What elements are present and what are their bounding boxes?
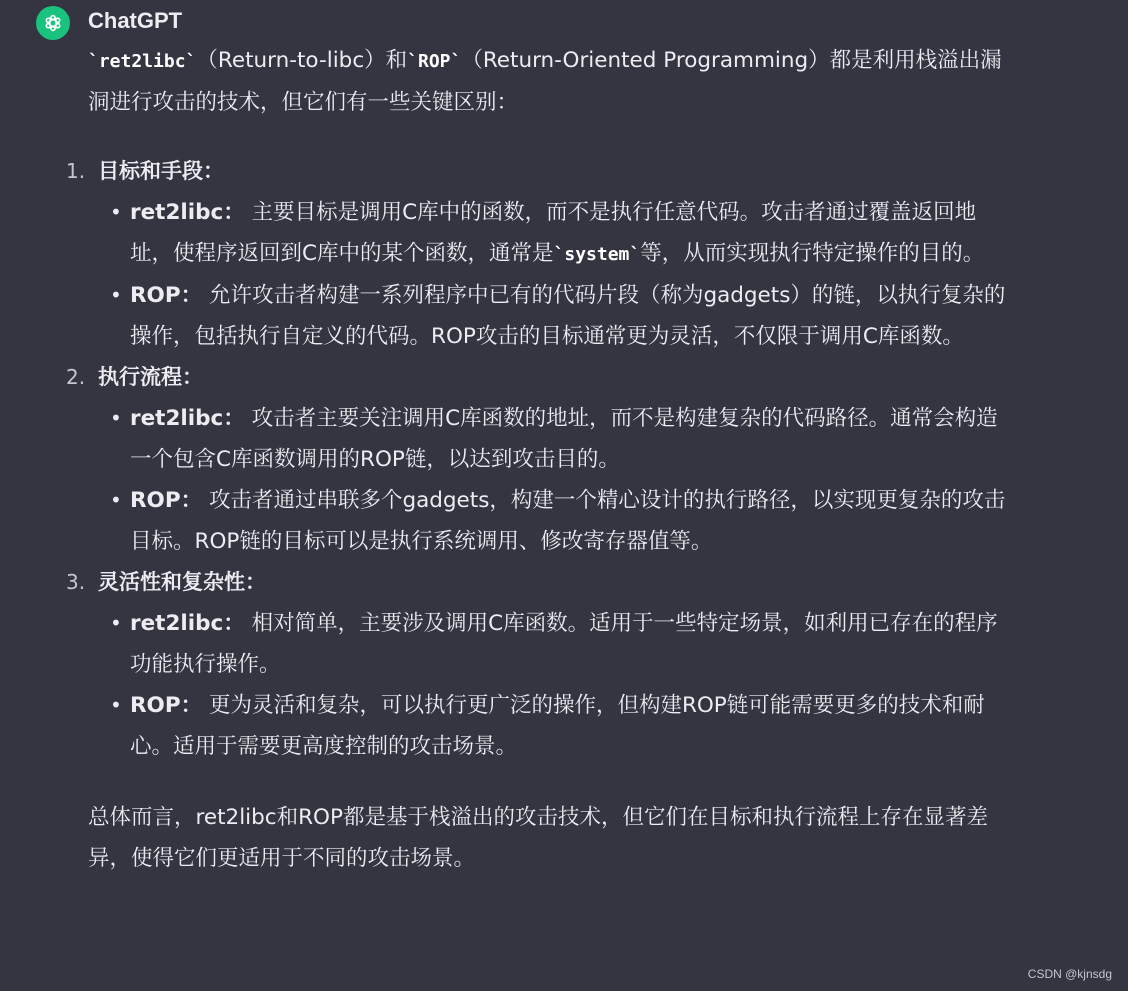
bullet-text: 更为灵活和复杂，可以执行更广泛的操作，但构建ROP链可能需要更多的技术和耐心。适用于需要更高度控制的攻击场景。	[130, 693, 985, 759]
bullet-icon: •	[110, 200, 122, 224]
message-content	[66, 40, 1008, 879]
bullet-text: 攻击者主要关注调用C库函数的地址，而不是构建复杂的代码路径。通常会构造一个包含C库函数调用的ROP链，以达到攻击目的。	[130, 406, 998, 472]
bullet-item	[110, 603, 1008, 685]
bullet-icon: •	[110, 406, 122, 430]
bullet-text: 攻击者通过串联多个gadgets，构建一个精心设计的执行路径，以实现更复杂的攻击目标。ROP链的目标可以是执行系统调用、修改寄存器值等。	[130, 488, 1006, 554]
intro-paragraph	[88, 40, 1008, 123]
bullet-term: ROP：	[130, 693, 203, 718]
bullet-term: ret2libc：	[130, 200, 245, 225]
inline-code-rop: `ROP`	[407, 51, 462, 72]
intro-text-1: （Return-to-libc）和	[196, 48, 408, 73]
bullet-term: ROP：	[130, 283, 203, 308]
bullet-icon: •	[110, 283, 122, 307]
summary-paragraph: 总体而言，ret2libc和ROP都是基于栈溢出的攻击技术，但它们在目标和执行流程上存在显著差异，使得它们更适用于不同的攻击场景。	[88, 805, 988, 871]
section-bullets	[88, 603, 1008, 767]
comparison-list	[66, 151, 1008, 767]
chatgpt-avatar	[36, 6, 70, 40]
openai-logo-icon	[41, 11, 65, 35]
inline-code-ret2libc: `ret2libc`	[88, 51, 197, 72]
section-number: 3.	[66, 570, 86, 594]
bullet-text-after: 等，从而实现执行特定操作的目的。	[640, 241, 985, 266]
intro-text-2: （Return-Oriented Programming）都是利用栈溢出漏洞进行攻击的技术，但它们有一些关键区别：	[88, 48, 1002, 115]
bullet-text: 主要目标是调用C库中的函数，而不是执行任意代码。攻击者通过覆盖返回地址，使程序返回到C库中的某个函数，通常是	[130, 200, 977, 266]
bullet-term: ret2libc：	[130, 406, 245, 431]
section-item	[66, 357, 1008, 562]
section-item	[66, 151, 1008, 357]
bullet-icon: •	[110, 693, 122, 717]
watermark: CSDN @kjnsdg	[1027, 967, 1112, 981]
bullet-icon: •	[110, 488, 122, 512]
bullet-item	[110, 275, 1008, 357]
bullet-text: 允许攻击者构建一系列程序中已有的代码片段（称为gadgets）的链，以执行复杂的操作，包括执行自定义的代码。ROP攻击的目标通常更为灵活，不仅限于调用C库函数。	[130, 283, 1006, 349]
section-bullets	[88, 398, 1008, 562]
section-heading: 执行流程：	[98, 365, 203, 389]
bullet-icon: •	[110, 611, 122, 635]
bullet-item	[110, 685, 1008, 767]
bullet-item	[110, 480, 1008, 562]
message-author: ChatGPT	[88, 8, 183, 33]
bullet-item	[110, 398, 1008, 480]
section-heading: 灵活性和复杂性：	[98, 570, 266, 594]
section-number: 1.	[66, 159, 86, 183]
section-item	[66, 562, 1008, 767]
inline-code-system: `system`	[553, 244, 641, 265]
section-number: 2.	[66, 365, 86, 389]
bullet-term: ret2libc：	[130, 611, 245, 636]
bullet-text: 相对简单，主要涉及调用C库函数。适用于一些特定场景，如利用已存在的程序功能执行操作。	[130, 611, 998, 677]
bullet-term: ROP：	[130, 488, 203, 513]
section-bullets	[88, 192, 1008, 357]
bullet-item	[110, 192, 1008, 275]
section-heading: 目标和手段：	[98, 159, 224, 183]
